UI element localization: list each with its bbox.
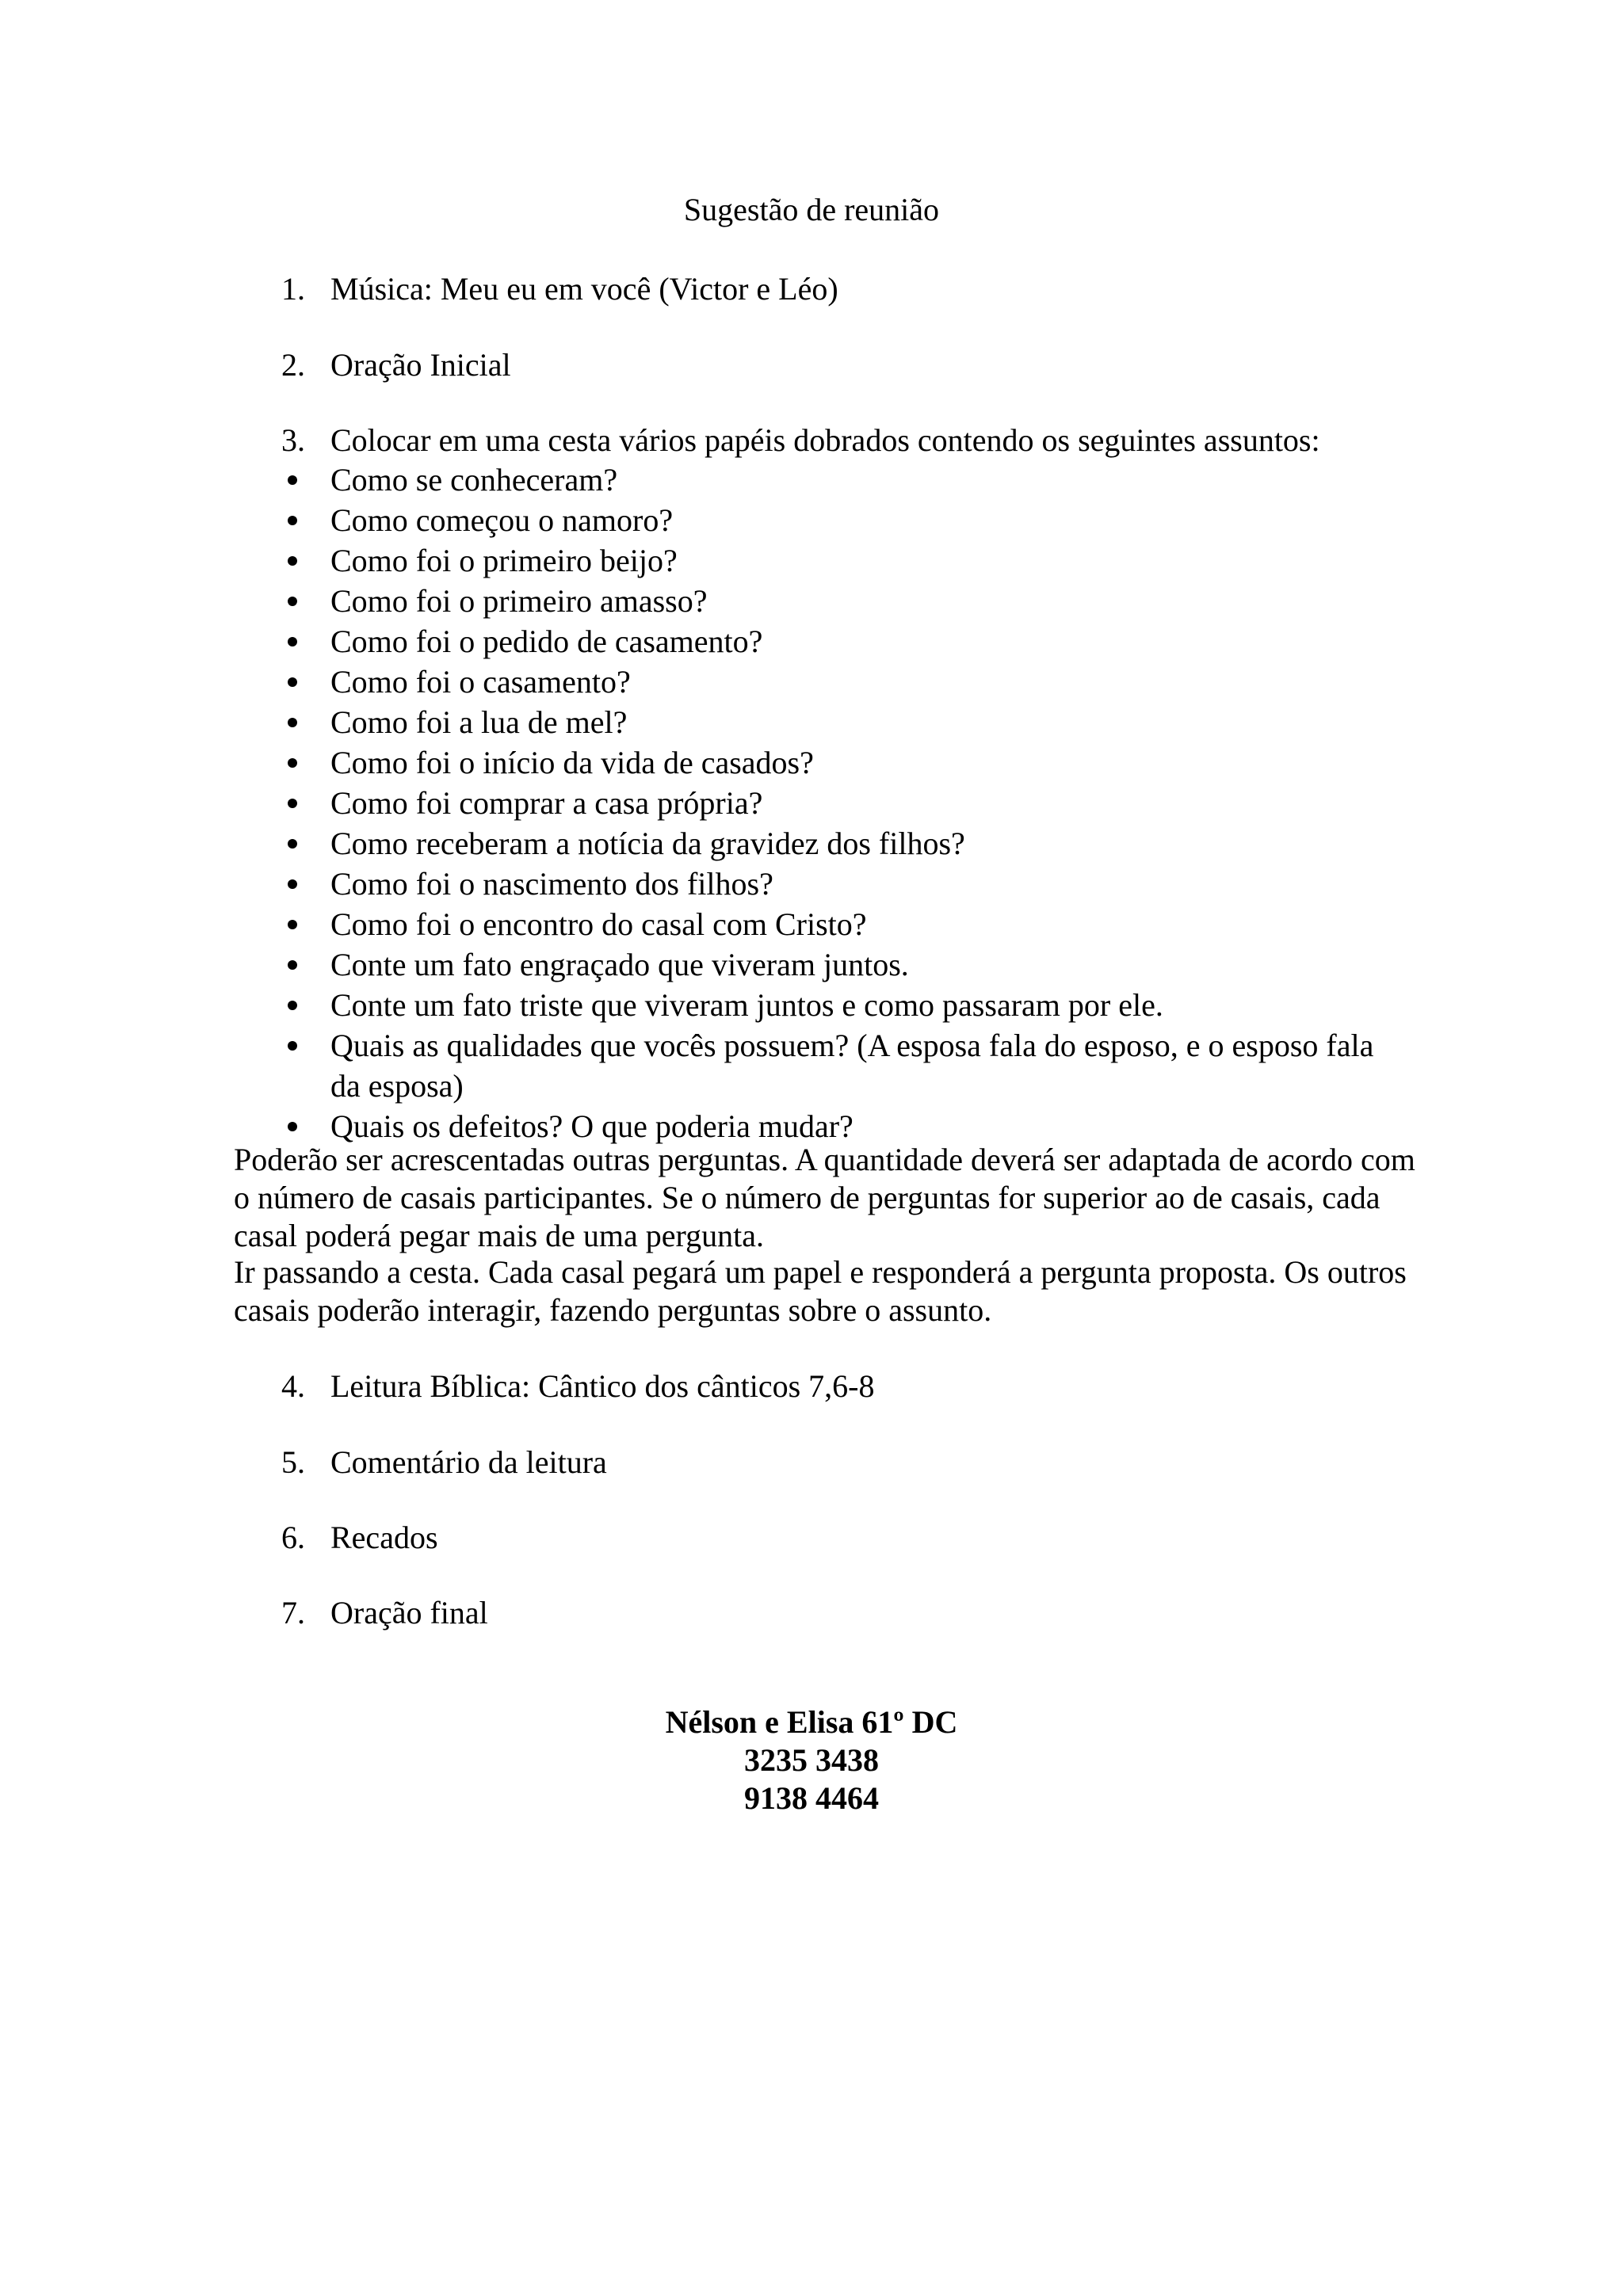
numbered-item-3 xyxy=(281,421,1320,460)
list-item: Como foi o primeiro amasso? xyxy=(281,581,1391,621)
list-item: Como foi o início da vida de casados? xyxy=(281,742,1391,783)
numbered-item-1 xyxy=(281,269,838,309)
bullet-icon xyxy=(288,677,297,687)
item-number: 7. xyxy=(281,1595,305,1630)
list-item: Como foi o casamento? xyxy=(281,662,1391,702)
signature-block xyxy=(0,1703,1623,1817)
bullet-icon xyxy=(288,799,297,808)
procedure-paragraph: Ir passando a cesta. Cada casal pegará um papel e responderá a pergunta proposta. Os outros casais poderão interagir, fazendo perguntas sobre o assunto. xyxy=(234,1254,1407,1328)
bullet-icon xyxy=(288,516,297,525)
bullet-icon xyxy=(288,1001,297,1010)
signature-phone-2: 9138 4464 xyxy=(744,1780,879,1816)
item-text: Música: Meu eu em você (Victor e Léo) xyxy=(330,271,838,307)
list-item: Como receberam a notícia da gravidez dos filhos? xyxy=(281,823,1391,864)
bullet-icon xyxy=(288,718,297,727)
numbered-item-7 xyxy=(281,1593,488,1633)
bullet-icon xyxy=(288,637,297,646)
numbered-item-2 xyxy=(281,345,511,385)
item-number: 1. xyxy=(281,271,305,307)
list-item: Como foi o encontro do casal com Cristo? xyxy=(281,904,1391,944)
item-text: Oração final xyxy=(330,1595,488,1630)
item-number: 4. xyxy=(281,1368,305,1404)
list-item: Conte um fato engraçado que viveram juntos. xyxy=(281,944,1391,985)
bullet-icon xyxy=(288,597,297,606)
item-text: Leitura Bíblica: Cântico dos cânticos 7,6-8 xyxy=(330,1368,875,1404)
list-item: Como começou o namoro? xyxy=(281,500,1391,540)
bullet-icon xyxy=(288,960,297,970)
numbered-item-5 xyxy=(281,1443,607,1482)
bullet-icon xyxy=(288,839,297,849)
bullet-icon xyxy=(288,920,297,929)
bullet-icon xyxy=(288,1041,297,1051)
bullet-icon xyxy=(288,475,297,485)
item-number: 2. xyxy=(281,347,305,383)
item-text: Comentário da leitura xyxy=(330,1444,607,1480)
item-number: 6. xyxy=(281,1520,305,1555)
numbered-item-4 xyxy=(281,1367,874,1406)
item-number: 5. xyxy=(281,1444,305,1480)
list-item: Como foi o primeiro beijo? xyxy=(281,540,1391,581)
list-item: Como foi o pedido de casamento? xyxy=(281,621,1391,662)
signature-names: Nélson e Elisa 61º DC xyxy=(665,1704,958,1740)
list-item: Como foi o nascimento dos filhos? xyxy=(281,864,1391,904)
numbered-item-6 xyxy=(281,1518,438,1558)
list-item: Como foi a lua de mel? xyxy=(281,702,1391,742)
instructions-paragraph: Poderão ser acrescentadas outras perguntas. A quantidade deverá ser adaptada de acordo com o número de casais participantes. Se o número de perguntas for superior ao de casais, cada casal poderá pegar mais de uma pergunta. xyxy=(234,1142,1415,1253)
signature-phone-1: 3235 3438 xyxy=(744,1742,879,1778)
list-item: Quais as qualidades que vocês possuem? (A esposa fala do esposo, e o esposo fala da esposa) xyxy=(281,1025,1391,1106)
question-list xyxy=(281,460,1391,1146)
list-item: Como se conheceram? xyxy=(281,460,1391,500)
item-text: Oração Inicial xyxy=(330,347,511,383)
bullet-icon xyxy=(288,556,297,566)
item-number: 3. xyxy=(281,422,305,458)
list-item: Conte um fato triste que viveram juntos e como passaram por ele. xyxy=(281,985,1391,1025)
list-item: Como foi comprar a casa própria? xyxy=(281,783,1391,823)
bullet-icon xyxy=(288,758,297,768)
document-title: Sugestão de reunião xyxy=(683,192,940,227)
item-text: Colocar em uma cesta vários papéis dobrados contendo os seguintes assuntos: xyxy=(330,422,1320,458)
bullet-icon xyxy=(288,1122,297,1131)
bullet-icon xyxy=(288,879,297,889)
item-text: Recados xyxy=(330,1520,438,1555)
list-item: Quais os defeitos? O que poderia mudar? xyxy=(281,1106,1391,1146)
